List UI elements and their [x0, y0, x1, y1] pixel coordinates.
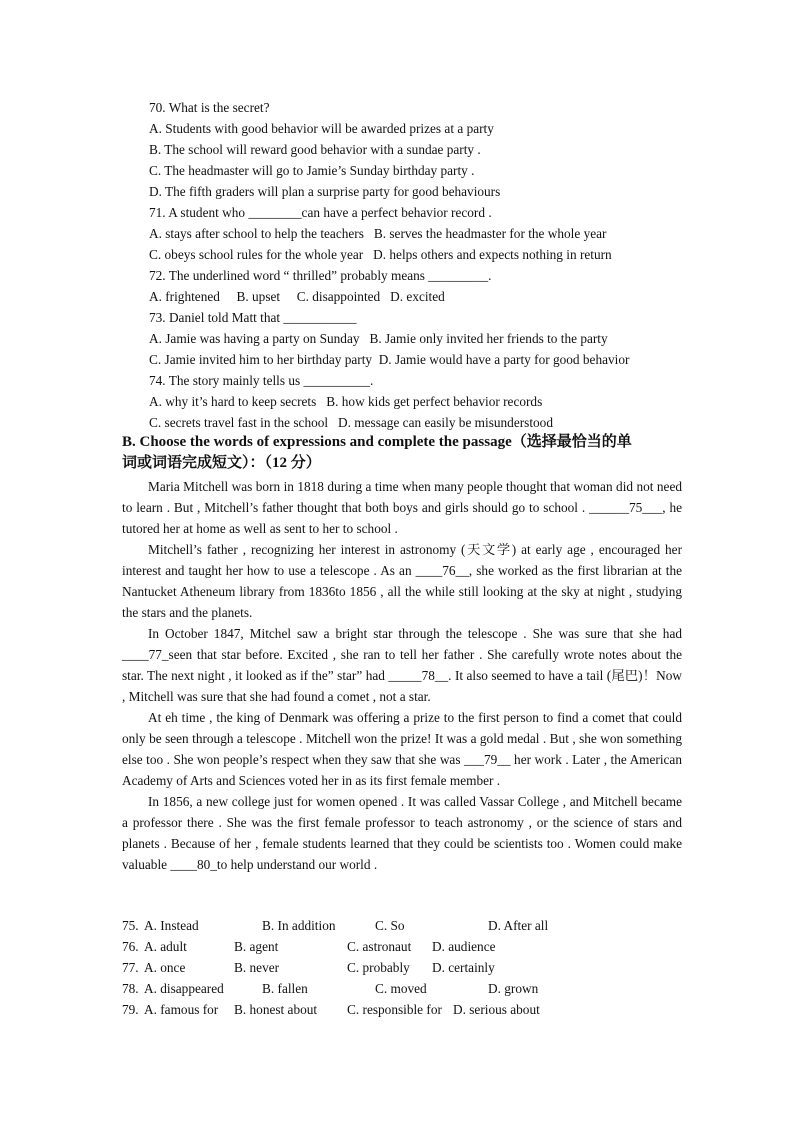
passage-paragraph-2: Mitchell’s father , recognizing her interest in astronomy (天文学) at early age , encouraged her interest and taught her how to use a telescope . As an ____76__, she worked as the first librarian at the Nantucket Atheneum library from 1836to 1856 , all the while still looking at the sky at night , studying the stars and the planets. — [122, 542, 682, 620]
option-number: 79. — [122, 1002, 139, 1017]
option-c: C. responsible for — [347, 1002, 442, 1017]
section-b-heading-line-1: B. Choose the words of expressions and complete the passage（选择最恰当的单 — [122, 434, 632, 450]
option-d: D. grown — [488, 981, 539, 996]
option-b: B. agent — [234, 939, 279, 954]
options-76 — [122, 936, 682, 957]
option-c: C. moved — [375, 981, 427, 996]
options-71-ab: A. stays after school to help the teachers B. serves the headmaster for the whole year — [149, 226, 607, 241]
passage-paragraph-4: At eh time , the king of Denmark was offering a prize to the first person to find a comet that could only be seen through a telescope . Mitchell won the prize! It was a gold medal . But , she won something else too . She won people’s respect when they saw that she was ___79__ her work . Later , the American Academy of Arts and Sciences voted her in as its first female member . — [122, 710, 682, 788]
options-74-ab: A. why it’s hard to keep secrets B. how kids get perfect behavior records — [149, 394, 543, 409]
option-d: D. After all — [488, 918, 549, 933]
option-b: B. In addition — [262, 918, 336, 933]
option-70-a: A. Students with good behavior will be awarded prizes at a party — [149, 121, 494, 136]
passage-paragraph-3: In October 1847, Mitchel saw a bright star through the telescope . She was sure that she had ____77_seen that star before. Excited , she ran to tell her father . She carefully wrote notes about the star. The next night , it looked as if the” star” had _____78__. It also seemed to have a tail (尾巴)！Now , Mitchell was sure that she had found a comet , not a star. — [122, 626, 682, 704]
option-number: 75. — [122, 918, 139, 933]
option-c: C. astronaut — [347, 939, 412, 954]
option-70-c: C. The headmaster will go to Jamie’s Sunday birthday party . — [149, 163, 475, 178]
option-d: D. audience — [432, 939, 496, 954]
options-77 — [122, 957, 682, 978]
option-number: 76. — [122, 939, 139, 954]
question-74: 74. The story mainly tells us __________. — [149, 373, 374, 388]
section-b-heading-line-2: 词或词语完成短文）：（12 分） — [122, 455, 321, 471]
options-78 — [122, 978, 682, 999]
section-b-heading — [122, 432, 682, 474]
option-a: A. adult — [144, 939, 187, 954]
option-a: A. disappeared — [144, 981, 224, 996]
option-number: 77. — [122, 960, 139, 975]
option-c: C. probably — [347, 960, 410, 975]
option-70-d: D. The fifth graders will plan a surprise party for good behaviours — [149, 184, 501, 199]
option-70-b: B. The school will reward good behavior with a sundae party . — [149, 142, 481, 157]
option-c: C. So — [375, 918, 405, 933]
question-73: 73. Daniel told Matt that ___________ — [149, 310, 357, 325]
section-b — [122, 432, 682, 875]
question-72: 72. The underlined word “ thrilled” probably means _________. — [149, 268, 492, 283]
reading-questions-70-74 — [149, 97, 689, 433]
option-a: A. famous for — [144, 1002, 219, 1017]
passage-paragraph-5: In 1856, a new college just for women opened . It was called Vassar College , and Mitchell became a professor there . She was the first female professor to teach astronomy , or the science of stars and planets . Because of her , female students learned that they could be scientists too . Women could make valuable ____80_to help understand our world . — [122, 794, 682, 872]
question-70: 70. What is the secret? — [149, 100, 270, 115]
option-a: A. Instead — [144, 918, 199, 933]
question-71: 71. A student who ________can have a perfect behavior record . — [149, 205, 492, 220]
options-71-cd: C. obeys school rules for the whole year D. helps others and expects nothing in return — [149, 247, 612, 262]
option-d: D. certainly — [432, 960, 495, 975]
options-72: A. frightened B. upset C. disappointed D. excited — [149, 289, 445, 304]
option-d: D. serious about — [453, 1002, 540, 1017]
options-75 — [122, 915, 682, 936]
option-b: B. never — [234, 960, 280, 975]
option-a: A. once — [144, 960, 186, 975]
option-number: 78. — [122, 981, 139, 996]
options-79 — [122, 999, 682, 1020]
option-b: B. fallen — [262, 981, 308, 996]
option-b: B. honest about — [234, 1002, 318, 1017]
cloze-passage — [122, 476, 682, 875]
options-73-ab: A. Jamie was having a party on Sunday B. Jamie only invited her friends to the party — [149, 331, 608, 346]
passage-paragraph-1: Maria Mitchell was born in 1818 during a time when many people thought that woman did not need to learn . But , Mitchell’s father thought that both boys and girls should go to school . ______75___, he tutored her at home as well as sent to her to school . — [122, 479, 682, 536]
options-74-cd: C. secrets travel fast in the school D. message can easily be misunderstood — [149, 415, 553, 430]
cloze-options — [122, 915, 682, 1020]
options-73-cd: C. Jamie invited him to her birthday party D. Jamie would have a party for good behavior — [149, 352, 630, 367]
